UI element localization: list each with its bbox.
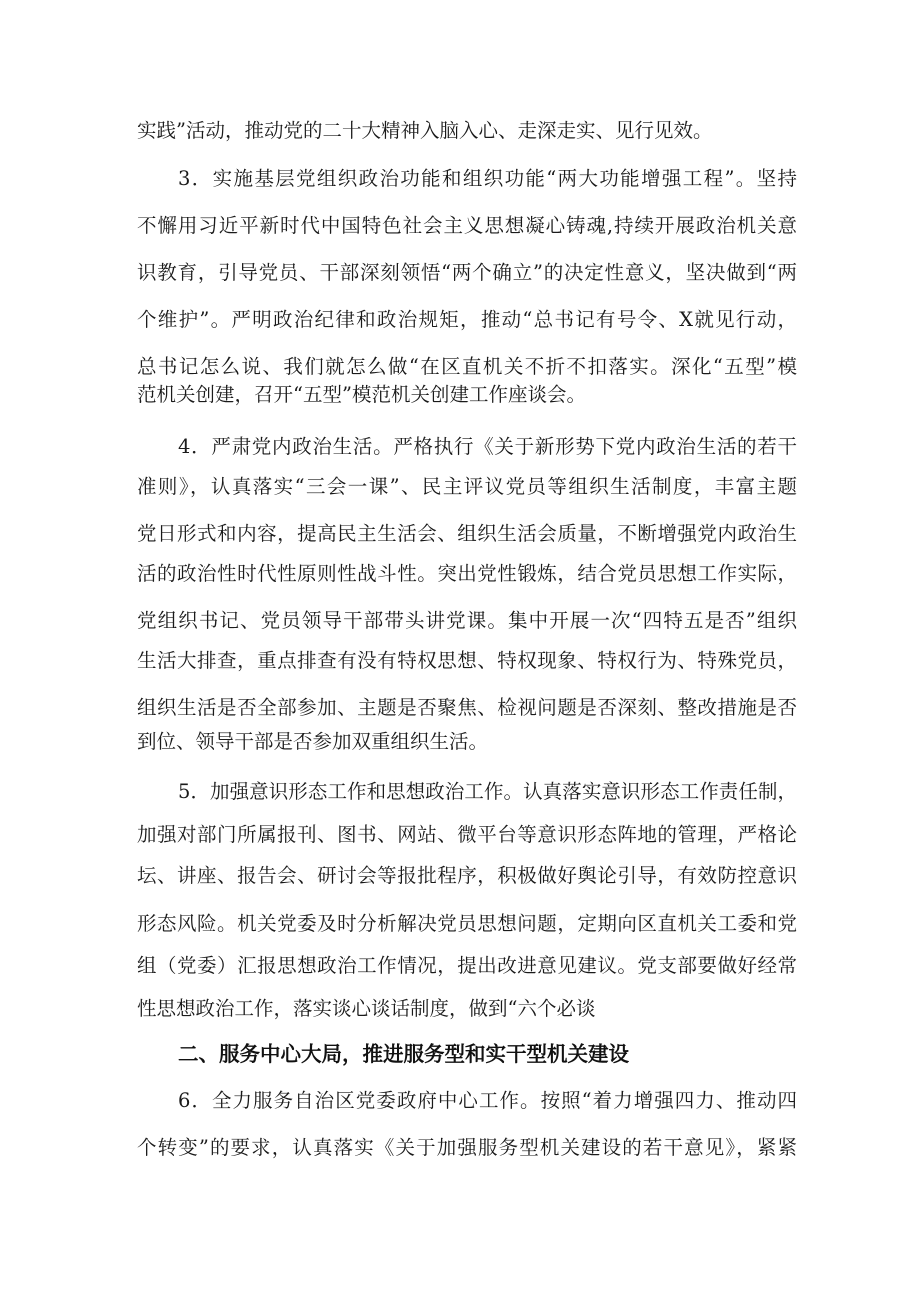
text-line-19: 形态风险。机关党委及时分析解决党员思想问题，定期向区直机关工委和党 — [137, 912, 797, 935]
text-line-15: 到位、领导干部是否参加双重组织生活。 — [137, 730, 489, 753]
text-line-4: 识教育，引导党员、干部深刻领悟“两个确立”的决定性意义，坚决做到“两 — [137, 261, 797, 284]
text-line-3: 不懈用习近平新时代中国特色社会主义思想凝心铸魂,持续开展政治机关意 — [137, 214, 797, 237]
text-line-9: 准则》，认真落实“三会一课”、民主评议党员等组织生活制度，丰富主题 — [137, 475, 797, 498]
text-line-12: 党组织书记、党员领导干部带头讲党课。集中开展一次“四特五是否”组织 — [137, 609, 797, 632]
text-line-22: 6．全力服务自治区党委政府中心工作。按照“着力增强四力、推动四 — [178, 1089, 797, 1112]
text-line-21: 性思想政治工作，落实谈心谈话制度，做到“六个必谈 — [137, 997, 596, 1020]
section-heading: 二、服务中心大局，推进服务型和实干型机关建设 — [178, 1042, 629, 1066]
text-line-14: 组织生活是否全部参加、主题是否聚焦、检视问题是否深刻、整改措施是否 — [137, 696, 797, 719]
text-line-16: 5．加强意识形态工作和思想政治工作。认真落实意识形态工作责任制， — [178, 780, 797, 803]
text-line-20: 组（党委）汇报思想政治工作情况，提出改进意见建议。党支部要做好经常 — [137, 954, 797, 977]
text-line-7: 范机关创建，召开“五型”模范机关创建工作座谈会。 — [137, 383, 586, 406]
text-line-10: 党日形式和内容，提高民主生活会、组织生活会质量，不断增强党内政治生 — [137, 522, 797, 545]
text-line-17: 加强对部门所属报刊、图书、网站、微平台等意识形态阵地的管理，严格论 — [137, 823, 797, 846]
text-line-8: 4．严肃党内政治生活。严格执行《关于新形势下党内政治生活的若干 — [178, 435, 797, 458]
text-line-23: 个转变”的要求，认真落实《关于加强服务型机关建设的若干意见》，紧紧 — [137, 1136, 797, 1159]
text-line-1: 实践”活动，推动党的二十大精神入脑入心、走深走实、见行见效。 — [137, 119, 713, 142]
text-line-13: 生活大排查，重点排查有没有特权思想、特权现象、特权行为、特殊党员， — [137, 649, 797, 672]
text-line-2: 3．实施基层党组织政治功能和组织功能“两大功能增强工程”。坚持 — [178, 167, 797, 190]
text-line-5: 个维护”。严明政治纪律和政治规矩，推动“总书记有号令、X就见行动， — [137, 308, 797, 331]
text-line-6: 总书记怎么说、我们就怎么做“在区直机关不折不扣落实。深化“五型”模 — [137, 355, 797, 378]
text-line-11: 活的政治性时代性原则性战斗性。突出党性锻炼，结合党员思想工作实际， — [137, 562, 797, 585]
text-line-18: 坛、讲座、报告会、研讨会等报批程序，积极做好舆论引导，有效防控意识 — [137, 864, 797, 887]
